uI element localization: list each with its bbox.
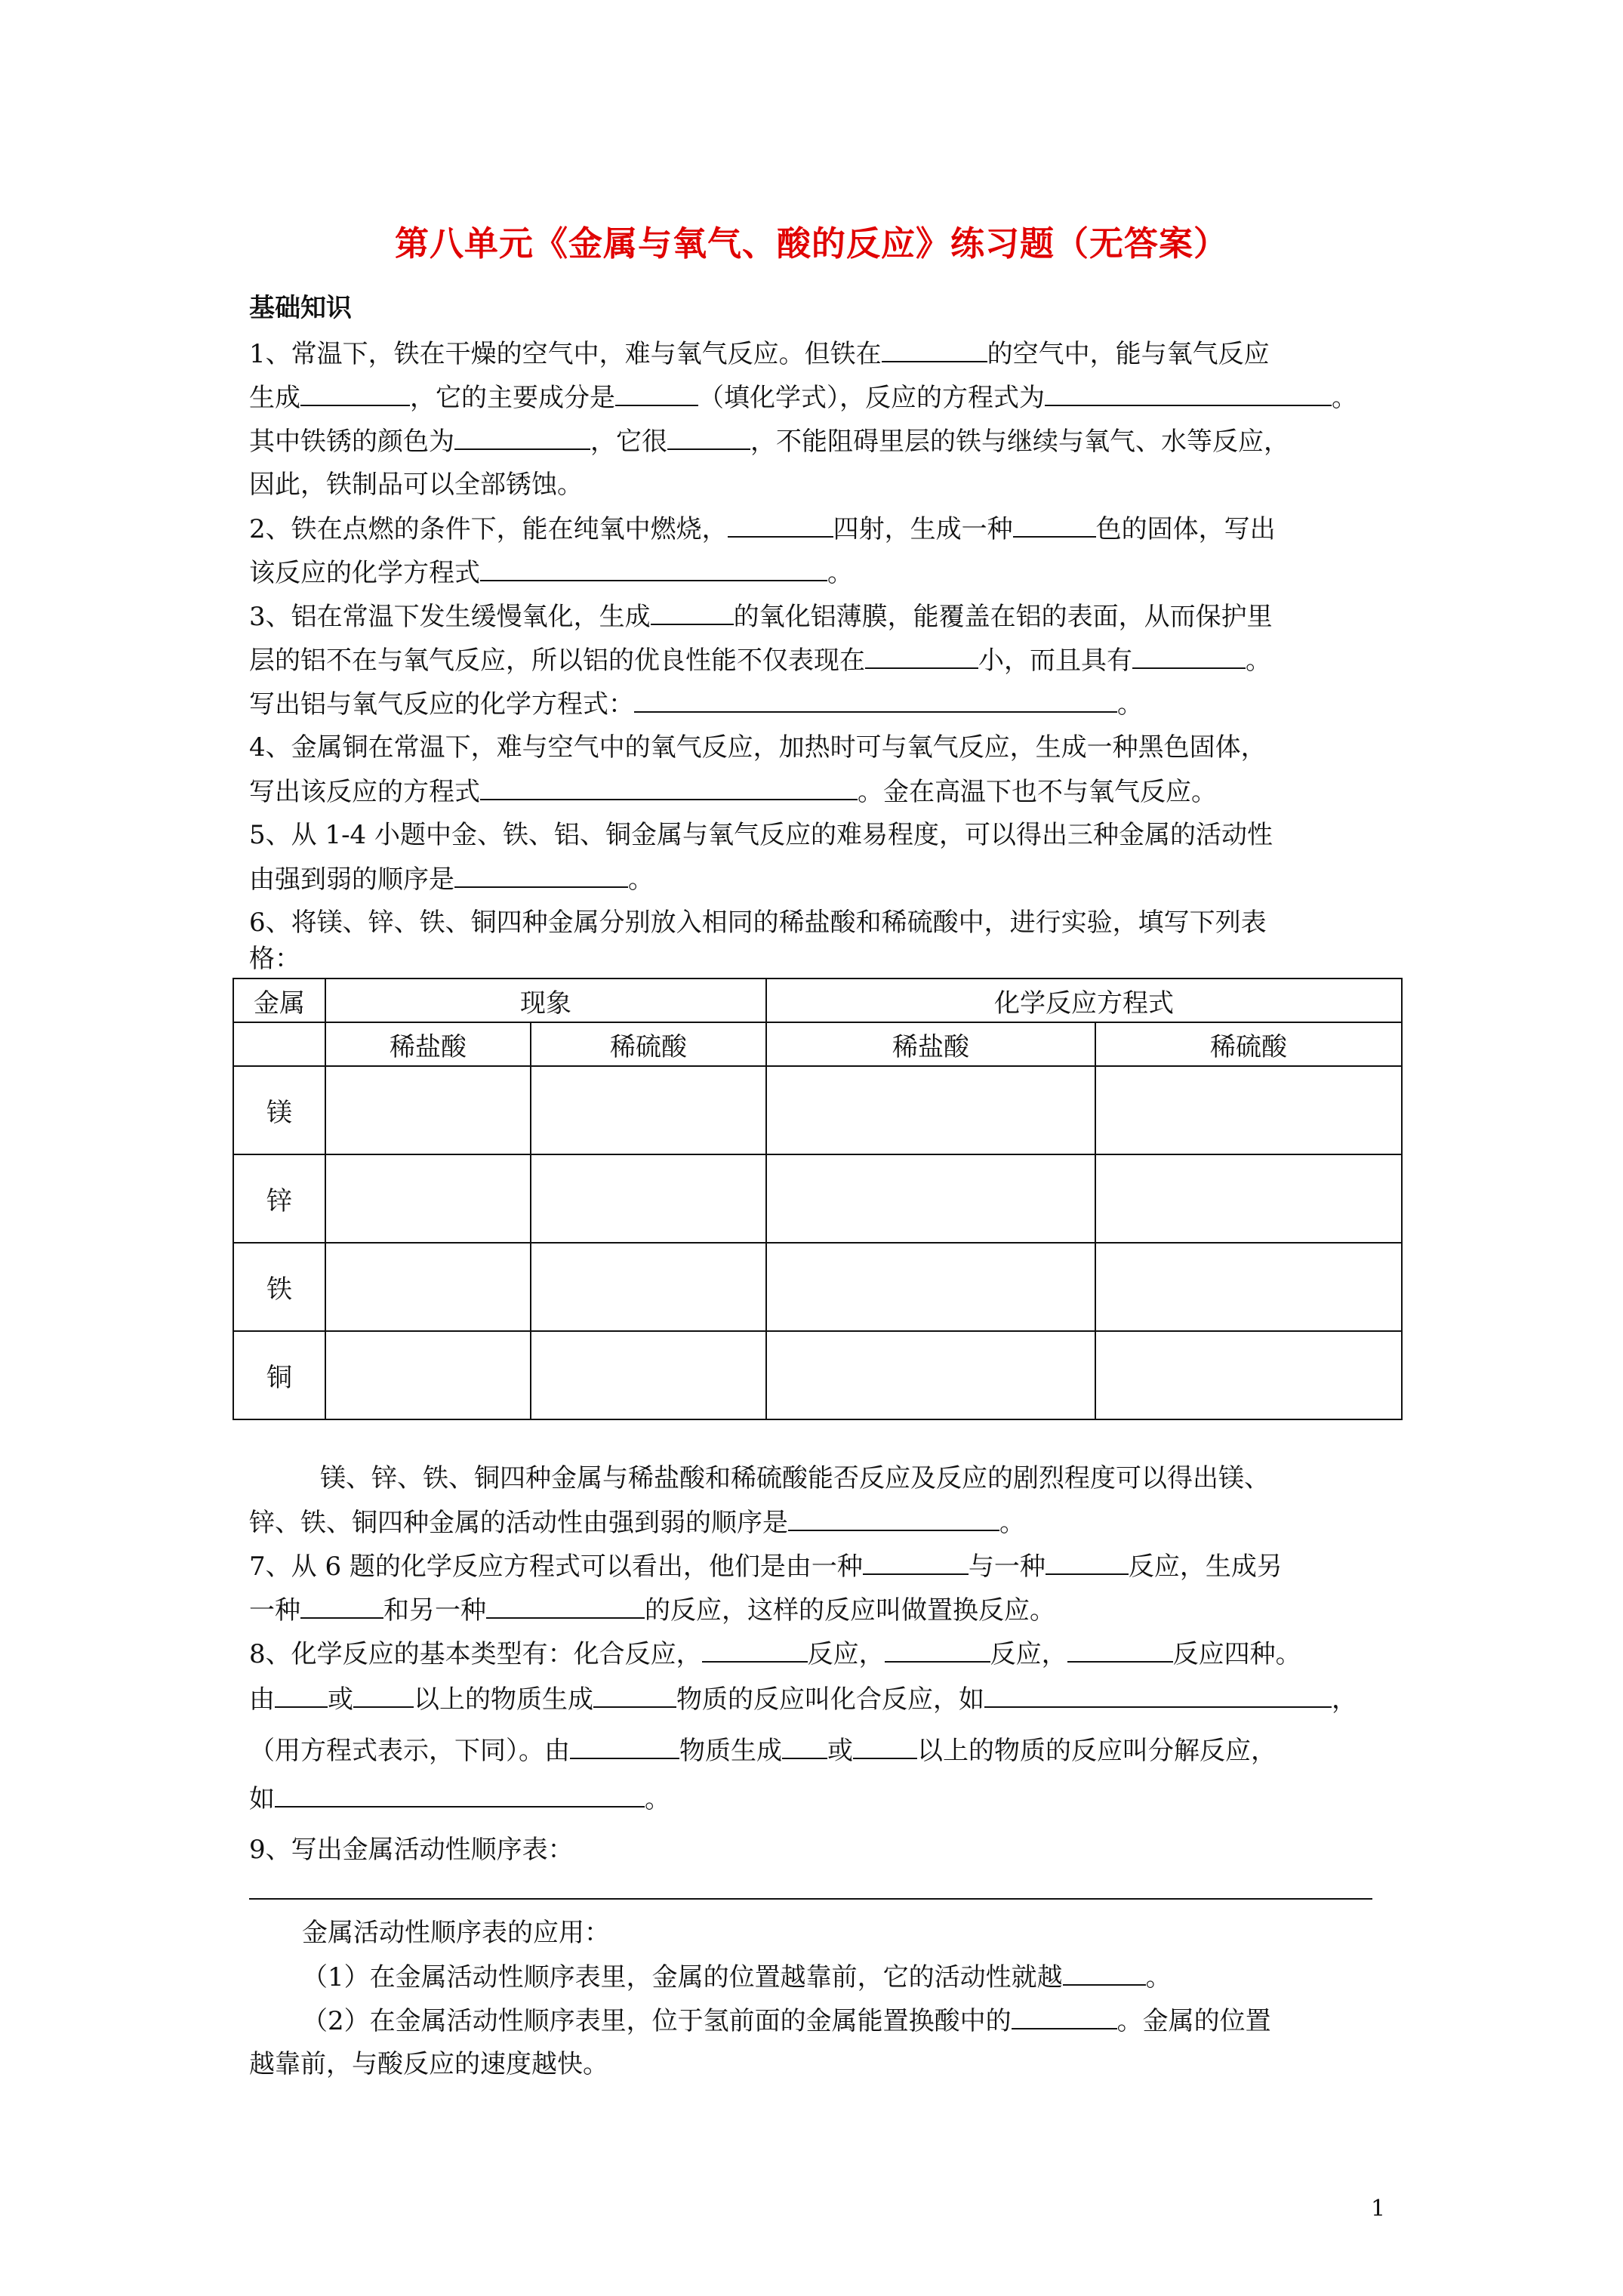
q3-line-1 <box>249 601 1273 632</box>
table-subheader-h2so4: 稀硫酸 <box>1095 1022 1402 1066</box>
answer-blank[interactable] <box>1012 2005 1117 2029</box>
q2-text: 2、铁在点燃的条件下，能在纯氧中燃烧， <box>249 514 728 544</box>
table-answer-cell[interactable] <box>1095 1331 1402 1419</box>
table-row-metal: 镁 <box>233 1066 325 1154</box>
answer-blank[interactable] <box>984 1684 1332 1708</box>
q2-text: 色的固体，写出 <box>1095 514 1276 544</box>
answer-blank[interactable] <box>788 1507 999 1531</box>
answer-blank[interactable] <box>480 776 858 800</box>
q1-text: 其中铁锈的颜色为 <box>249 427 454 457</box>
q3-text: 3、铝在常温下发生缓慢氧化，生成 <box>249 602 651 632</box>
q6-line-2: 格： <box>249 944 300 974</box>
q2-line-2 <box>249 557 853 588</box>
table-header-equation: 化学反应方程式 <box>766 978 1402 1022</box>
answer-blank[interactable] <box>885 1638 990 1663</box>
q7-line-2 <box>249 1595 1055 1626</box>
table-answer-cell[interactable] <box>766 1331 1095 1419</box>
q4-text: 写出该反应的方程式 <box>249 777 480 807</box>
table-row <box>233 1154 1402 1243</box>
answer-blank[interactable] <box>480 557 827 581</box>
q8-text: 以上的物质的反应叫分解反应， <box>917 1736 1277 1766</box>
q9-line-1: 9、写出金属活动性顺序表： <box>249 1835 574 1865</box>
answer-blank[interactable] <box>1132 645 1246 669</box>
q1-text: ，它的主要成分是 <box>410 383 615 413</box>
q7-text: 7、从 6 题的化学反应方程式可以看出，他们是由一种 <box>249 1552 863 1582</box>
q9-text: 。 <box>1145 1962 1172 1992</box>
table-row <box>233 1243 1402 1331</box>
table-header-metal: 金属 <box>233 978 325 1022</box>
q8-text: 物质生成 <box>679 1736 782 1766</box>
table-answer-cell[interactable] <box>766 1243 1095 1331</box>
answer-blank[interactable] <box>1067 1638 1173 1663</box>
q8-line-4 <box>249 1783 670 1814</box>
q3-text: 写出铝与氧气反应的化学方程式： <box>249 689 634 720</box>
answer-blank[interactable] <box>615 382 698 406</box>
q8-line-3 <box>249 1735 1277 1766</box>
q7-text: 的反应，这样的反应叫做置换反应。 <box>645 1595 1055 1626</box>
answer-blank[interactable] <box>454 864 628 888</box>
table-answer-cell[interactable] <box>325 1066 531 1154</box>
q1-text: 的空气中，能与氧气反应 <box>987 339 1270 369</box>
answer-blank[interactable] <box>275 1783 645 1808</box>
q2-text: 该反应的化学方程式 <box>249 558 480 588</box>
q9-text: （1）在金属活动性顺序表里，金属的位置越靠前，它的活动性就越 <box>302 1962 1063 1992</box>
table-row-metal: 铁 <box>233 1243 325 1331</box>
table-row-metal: 铜 <box>233 1331 325 1419</box>
answer-blank[interactable] <box>1013 513 1096 538</box>
table-answer-cell[interactable] <box>766 1066 1095 1154</box>
table-subheader-hcl: 稀盐酸 <box>325 1022 531 1066</box>
after-table-line-1: 镁、锌、铁、铜四种金属与稀盐酸和稀硫酸能否反应及反应的剧烈程度可以得出镁、 <box>320 1463 1270 1493</box>
q9-application-3: 越靠前，与酸反应的速度越快。 <box>249 2049 608 2079</box>
q7-line-1 <box>249 1551 1283 1582</box>
page-number: 1 <box>1371 2196 1386 2222</box>
answer-blank[interactable] <box>593 1684 676 1708</box>
q8-text: 如 <box>249 1784 275 1814</box>
q2-text: 四射，生成一种 <box>833 514 1013 544</box>
q9-application-2 <box>302 2005 1271 2036</box>
q1-text: （填化学式），反应的方程式为 <box>698 383 1045 413</box>
table-answer-cell[interactable] <box>325 1243 531 1331</box>
q4-line-2 <box>249 776 1217 807</box>
q1-text: ，不能阻碍里层的铁与继续与氧气、水等反应， <box>750 427 1289 457</box>
table-answer-cell[interactable] <box>531 1243 766 1331</box>
q7-text: 和另一种 <box>383 1595 486 1626</box>
q9-text: 。金属的位置 <box>1116 2006 1271 2036</box>
q2-line-1 <box>249 513 1276 544</box>
q7-text: 反应，生成另 <box>1128 1552 1283 1582</box>
answer-blank[interactable] <box>667 426 750 450</box>
q5-line-1: 5、从 1-4 小题中金、铁、铝、铜金属与氧气反应的难易程度，可以得出三种金属的活动性 <box>249 820 1273 850</box>
q8-text: ， <box>1332 1684 1357 1715</box>
answer-blank[interactable] <box>454 426 590 450</box>
q7-text: 与一种 <box>968 1552 1046 1582</box>
after-table-text: 。 <box>999 1508 1025 1538</box>
q8-text: （用方程式表示，下同）。由 <box>249 1736 570 1766</box>
q1-text: ，它很 <box>590 427 667 457</box>
after-table-text: 锌、铁、铜四种金属的活动性由强到弱的顺序是 <box>249 1508 788 1538</box>
answer-blank[interactable] <box>1045 382 1332 406</box>
answer-blank[interactable] <box>486 1595 645 1619</box>
table-answer-cell[interactable] <box>531 1066 766 1154</box>
table-answer-cell[interactable] <box>1095 1154 1402 1243</box>
table-row-metal: 锌 <box>233 1154 325 1243</box>
q5-line-2 <box>249 864 654 895</box>
q8-text: 由 <box>249 1684 275 1715</box>
q8-text: 。 <box>645 1784 670 1814</box>
table-subheader-h2so4: 稀硫酸 <box>531 1022 766 1066</box>
q1-line-3 <box>249 426 1289 457</box>
table-answer-cell[interactable] <box>1095 1066 1402 1154</box>
q8-line-2 <box>249 1684 1357 1715</box>
answer-blank[interactable] <box>353 1684 414 1708</box>
answer-blank[interactable] <box>300 1595 383 1619</box>
table-header-phenomenon: 现象 <box>325 978 766 1022</box>
table-subheader-hcl: 稀盐酸 <box>766 1022 1095 1066</box>
q5-text: 由强到弱的顺序是 <box>249 864 454 895</box>
answer-blank[interactable] <box>882 338 987 362</box>
q8-text: 8、化学反应的基本类型有：化合反应， <box>249 1639 702 1669</box>
table-answer-cell[interactable] <box>531 1154 766 1243</box>
answer-blank[interactable] <box>853 1735 917 1759</box>
answer-blank[interactable] <box>728 513 833 538</box>
q8-text: 反应四种。 <box>1172 1639 1301 1669</box>
q8-line-1 <box>249 1638 1301 1669</box>
q1-text: 。 <box>1332 383 1357 413</box>
table-row <box>233 1331 1402 1419</box>
q3-text: 小，而且具有 <box>978 646 1132 676</box>
answer-blank[interactable] <box>300 382 410 406</box>
q9-application-heading: 金属活动性顺序表的应用： <box>302 1918 610 1948</box>
answer-blank[interactable] <box>1063 1962 1146 1986</box>
q8-text: 反应， <box>807 1639 885 1669</box>
q8-text: 物质的反应叫化合反应，如 <box>676 1684 984 1715</box>
experiment-table <box>233 978 1403 1420</box>
answer-blank[interactable] <box>702 1638 808 1663</box>
q8-text: 或 <box>827 1736 853 1766</box>
table-empty-cell <box>233 1022 325 1066</box>
answer-line[interactable] <box>249 1898 1372 1900</box>
q1-line-2 <box>249 382 1357 413</box>
q3-text: 。 <box>1117 689 1143 720</box>
q4-text: 。金在高温下也不与氧气反应。 <box>858 777 1217 807</box>
q3-line-3 <box>249 689 1143 720</box>
q5-text: 。 <box>628 864 654 895</box>
answer-blank[interactable] <box>651 601 734 625</box>
answer-blank[interactable] <box>275 1684 328 1708</box>
q8-text: 或 <box>328 1684 353 1715</box>
q4-line-1: 4、金属铜在常温下，难与空气中的氧气反应，加热时可与氧气反应，生成一种黑色固体， <box>249 732 1267 763</box>
q9-application-1 <box>302 1962 1172 1992</box>
q1-line-1 <box>249 338 1270 369</box>
q3-text: 的氧化铝薄膜，能覆盖在铝的表面，从而保护里 <box>733 602 1273 632</box>
answer-blank[interactable] <box>634 689 1117 713</box>
q2-text: 。 <box>827 558 853 588</box>
q9-text: （2）在金属活动性顺序表里，位于氢前面的金属能置换酸中的 <box>302 2006 1012 2036</box>
q3-line-2 <box>249 645 1271 676</box>
section-heading: 基础知识 <box>249 293 352 323</box>
q6-line-1: 6、将镁、锌、铁、铜四种金属分别放入相同的稀盐酸和稀硫酸中，进行实验，填写下列表 <box>249 908 1267 938</box>
q3-text: 。 <box>1246 646 1271 676</box>
q1-line-4: 因此，铁制品可以全部锈蚀。 <box>249 470 583 500</box>
q1-text: 生成 <box>249 383 300 413</box>
answer-blank[interactable] <box>782 1735 827 1759</box>
q7-text: 一种 <box>249 1595 300 1626</box>
answer-blank[interactable] <box>1046 1551 1129 1575</box>
table-answer-cell[interactable] <box>325 1331 531 1419</box>
table-answer-cell[interactable] <box>531 1331 766 1419</box>
q1-text: 1、常温下，铁在干燥的空气中，难与氧气反应。但铁在 <box>249 339 882 369</box>
page-title: 第八单元《金属与氧气、酸的反应》练习题（无答案） <box>394 223 1228 264</box>
table-row <box>233 1066 1402 1154</box>
after-table-line-2 <box>249 1507 1025 1538</box>
table-answer-cell[interactable] <box>766 1154 1095 1243</box>
answer-blank[interactable] <box>865 645 978 669</box>
q3-text: 层的铝不在与氧气反应，所以铝的优良性能不仅表现在 <box>249 646 865 676</box>
q8-text: 以上的物质生成 <box>414 1684 593 1715</box>
table-answer-cell[interactable] <box>325 1154 531 1243</box>
q8-text: 反应， <box>990 1639 1067 1669</box>
table-answer-cell[interactable] <box>1095 1243 1402 1331</box>
answer-blank[interactable] <box>863 1551 969 1575</box>
answer-blank[interactable] <box>570 1735 679 1759</box>
